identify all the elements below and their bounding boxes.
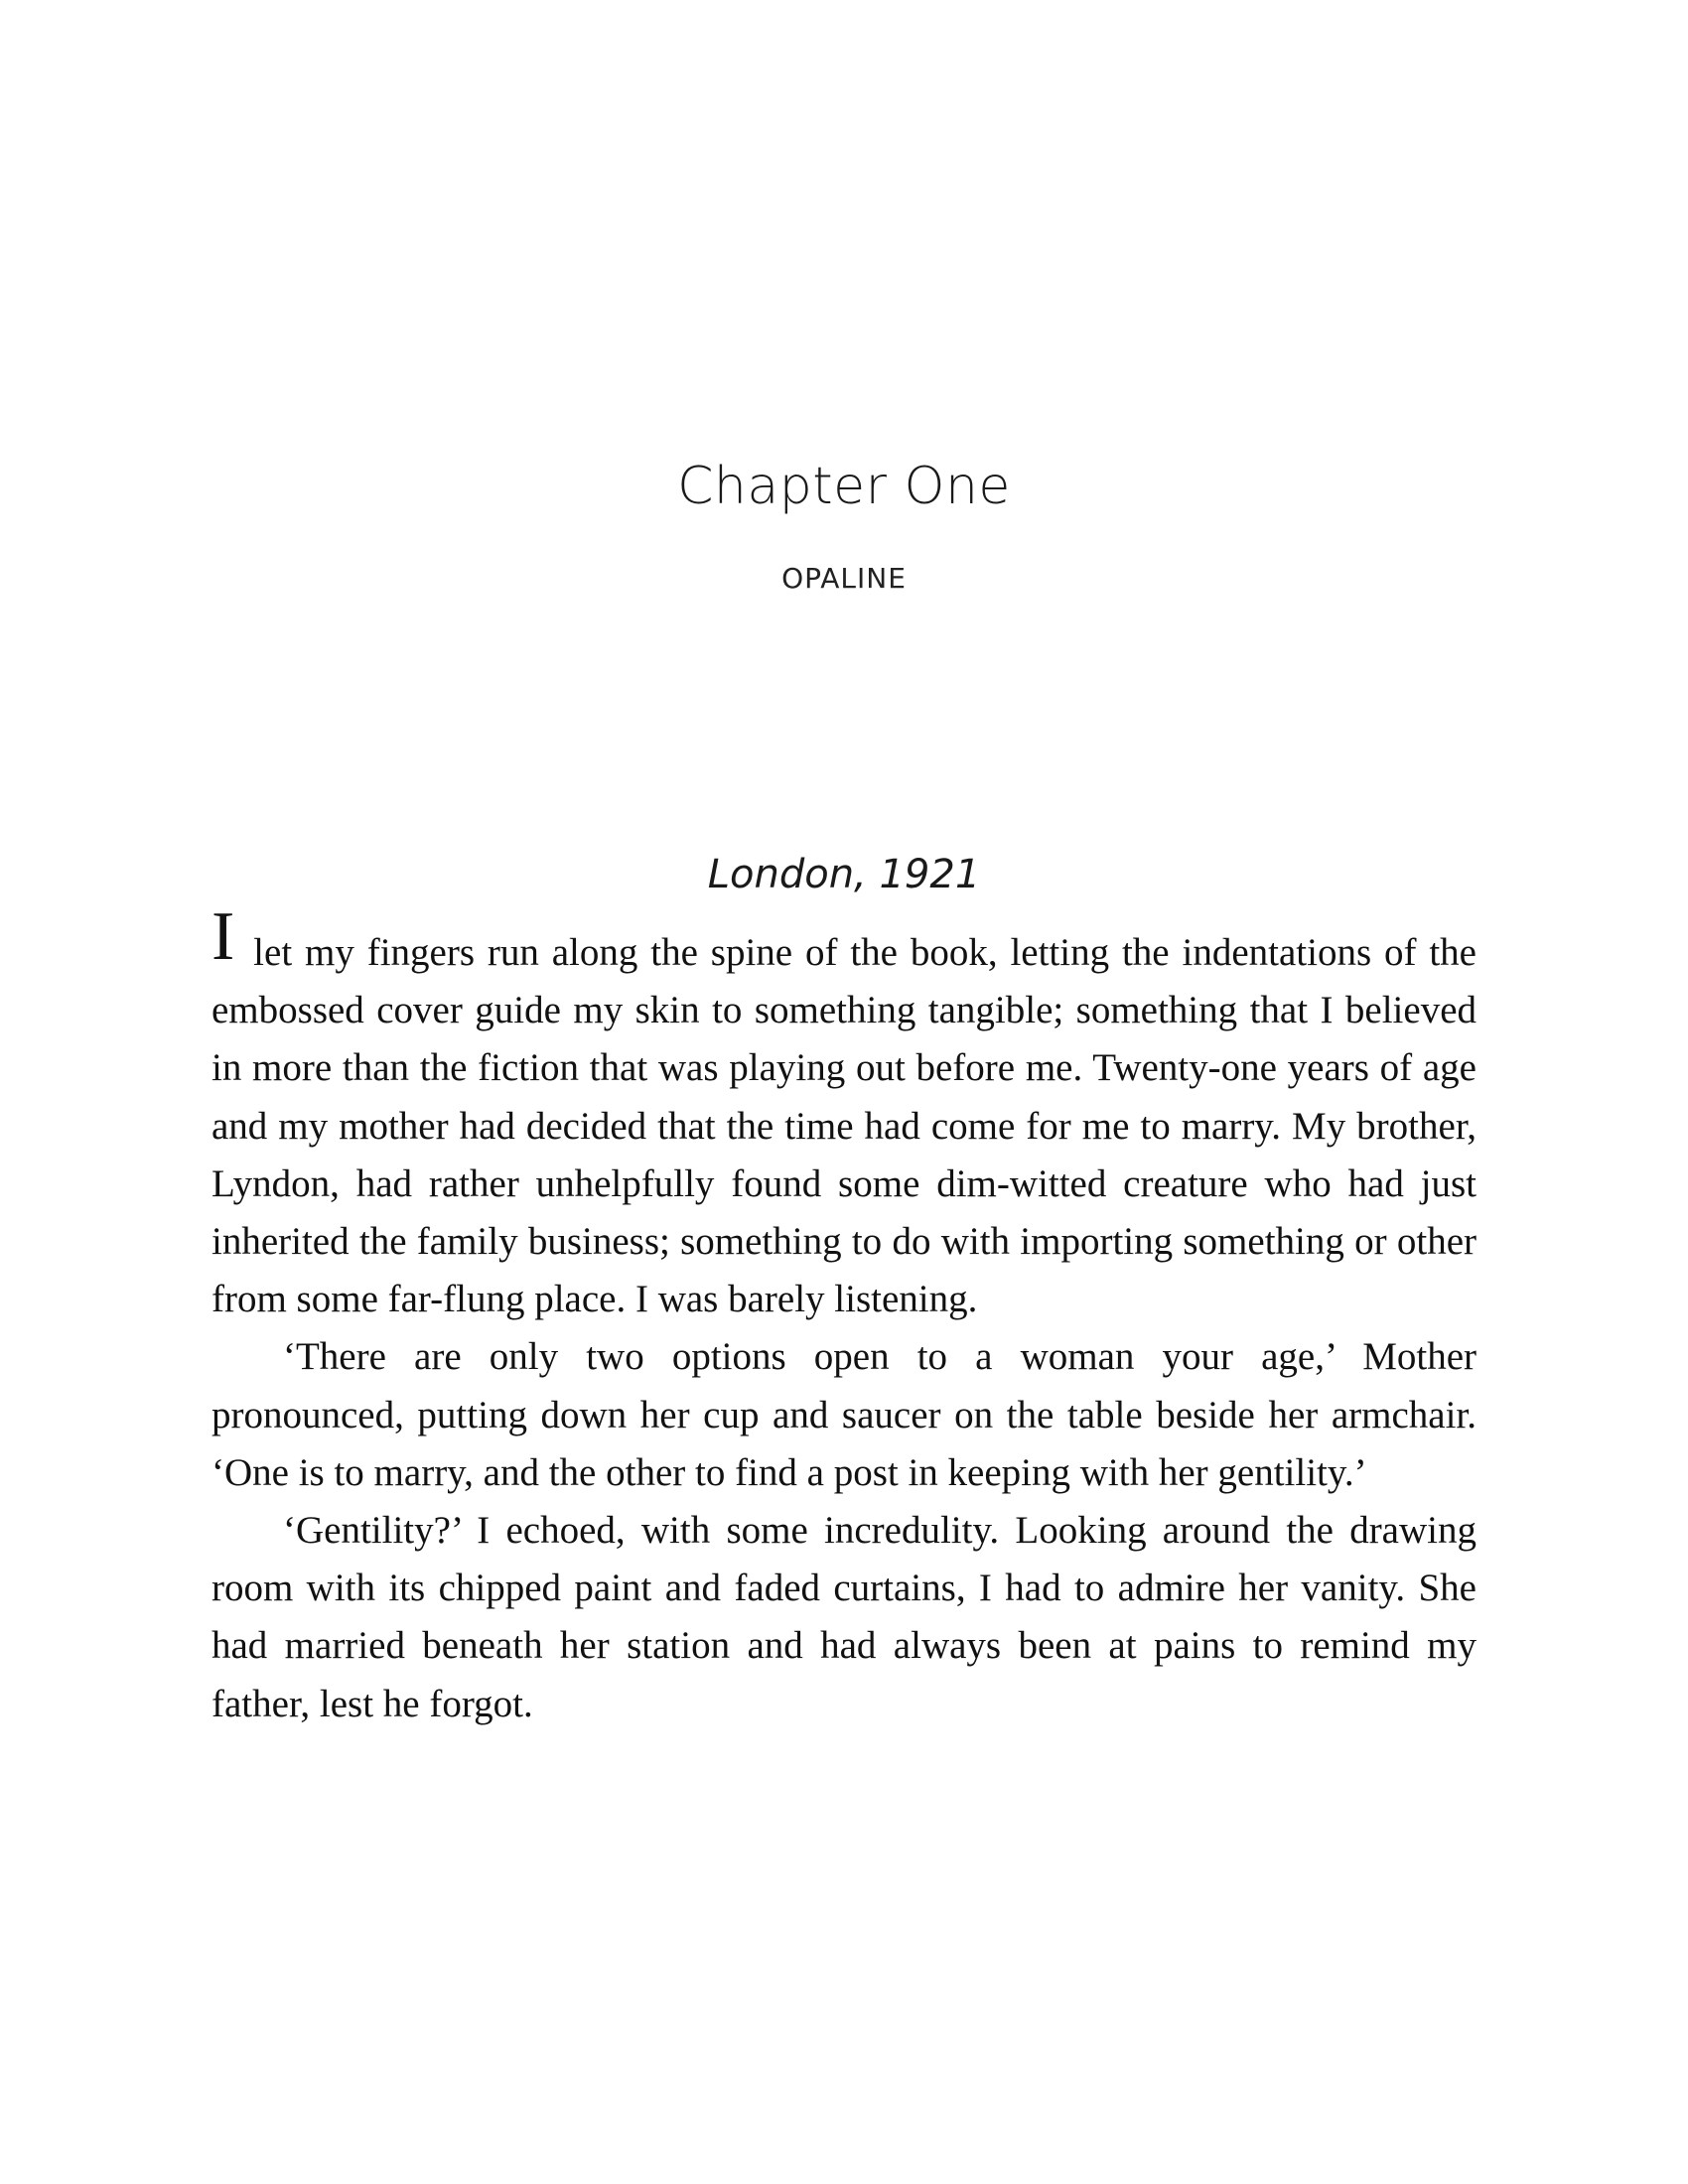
paragraph-1-text: let my fingers run along the spine of the book, letting the indentations of the embossed cover guide my skin to something tangible; something that I believed in more than the fiction that was playing out before me. Twenty-one years of age and my mother had decided that the time had come for me to marry. My brother, Lyndon, had rather unhelpfully found some dim-witted creature who had just inherited the family business; something to do with importing something or other from some far-flung place. I was barely listening.	[211, 931, 1477, 1321]
chapter-body	[211, 898, 1477, 1733]
paragraph-3: ‘Gentility?’ I echoed, with some incredulity. Looking around the drawing room with its chipped paint and faded curtains, I had to admire her vanity. She had married beneath her station and had always been at pains to remind my father, lest he forgot.	[211, 1509, 1477, 1725]
chapter-title: Chapter One	[677, 457, 1011, 516]
drop-initial: I	[211, 898, 235, 975]
chapter-subtitle: OPALINE	[781, 562, 907, 595]
place-date-heading: London, 1921	[707, 852, 981, 897]
paragraph-2: ‘There are only two options open to a woman your age,’ Mother pronounced, putting down her cup and saucer on the table beside her armchair. ‘One is to marry, and the other to find a post in keeping with her gentility.’	[211, 1335, 1477, 1494]
paragraph-1	[211, 898, 1477, 1328]
